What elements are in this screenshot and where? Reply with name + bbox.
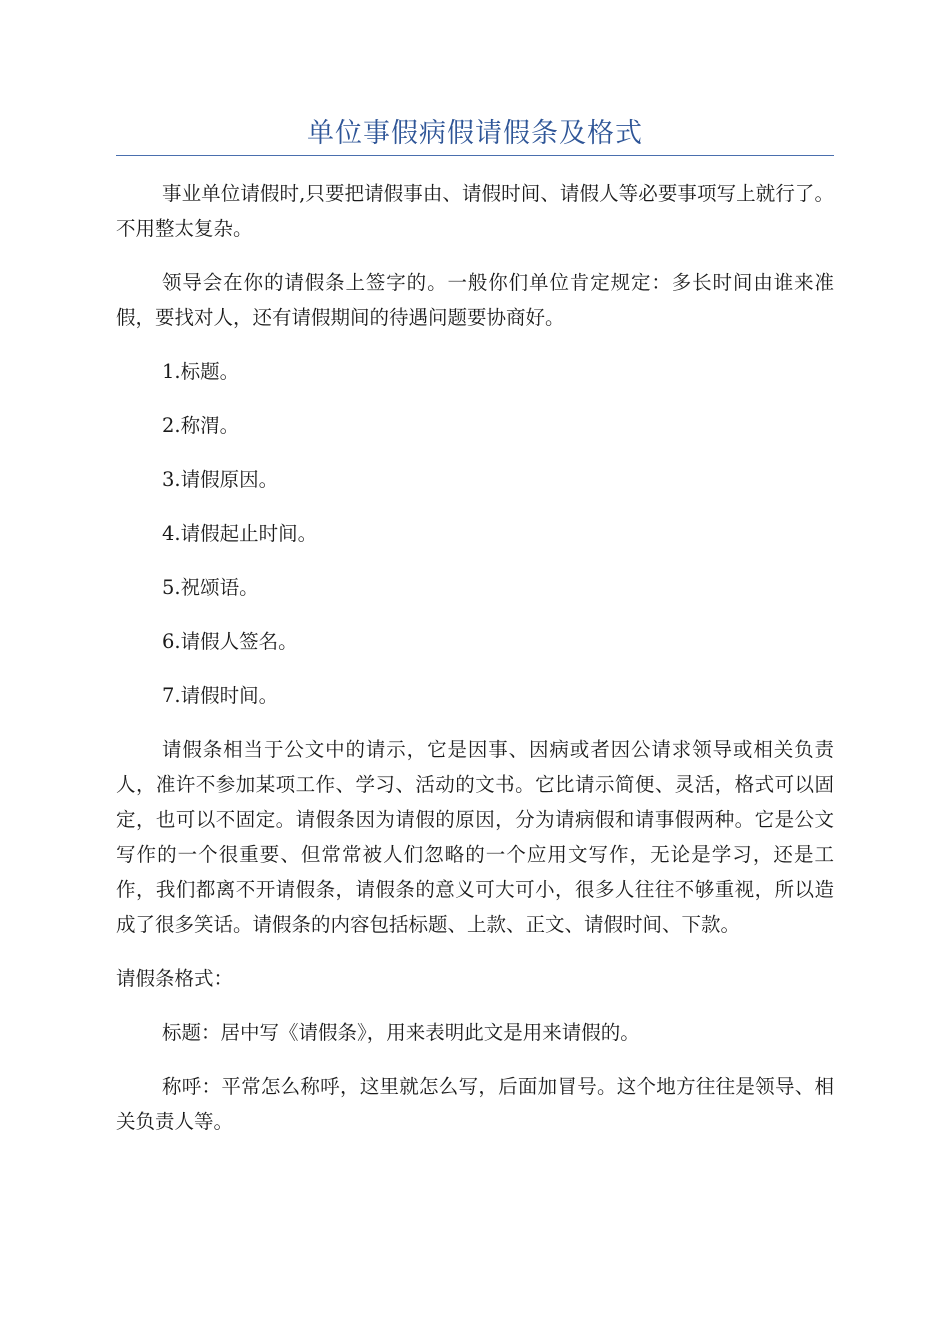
paragraph-salutation-format: 称呼：平常怎么称呼，这里就怎么写，后面加冒号。这个地方往往是领导、相关负责人等。: [116, 1075, 834, 1133]
list-item: 7.请假时间。: [162, 684, 279, 707]
list-item: 3.请假原因。: [162, 468, 279, 491]
paragraph-leader-sign: 领导会在你的请假条上签字的。一般你们单位肯定规定：多长时间由谁来准假，要找对人，还有请假期间的待遇问题要协商好。: [116, 271, 834, 329]
list-item: 1.标题。: [162, 360, 240, 383]
document-title: 单位事假病假请假条及格式: [307, 118, 643, 149]
document-body: [116, 176, 834, 1158]
list-item: 4.请假起止时间。: [162, 522, 318, 545]
list-item: 6.请假人签名。: [162, 630, 298, 653]
list-item: 5.祝颂语。: [162, 576, 259, 599]
paragraph-definition: 请假条相当于公文中的请示，它是因事、因病或者因公请求领导或相关负责人，准许不参加某项工作、学习、活动的文书。它比请示简便、灵活，格式可以固定，也可以不固定。请假条因为请假的原因，分为请病假和请事假两种。它是公文写作的一个很重要、但常常被人们忽略的一个应用文写作，无论是学习，还是工作，我们都离不开请假条，请假条的意义可大可小，很多人往往不够重视，所以造成了很多笑话。请假条的内容包括标题、上款、正文、请假时间、下款。: [116, 738, 834, 936]
paragraph-title-format: 标题：居中写《请假条》，用来表明此文是用来请假的。: [162, 1021, 640, 1044]
list-item: 2.称渭。: [162, 414, 240, 437]
paragraph-intro: 事业单位请假时,只要把请假事由、请假时间、请假人等必要事项写上就行了。不用整太复杂。: [116, 182, 834, 240]
title-underline: [116, 155, 834, 156]
format-heading: 请假条格式：: [116, 967, 234, 990]
